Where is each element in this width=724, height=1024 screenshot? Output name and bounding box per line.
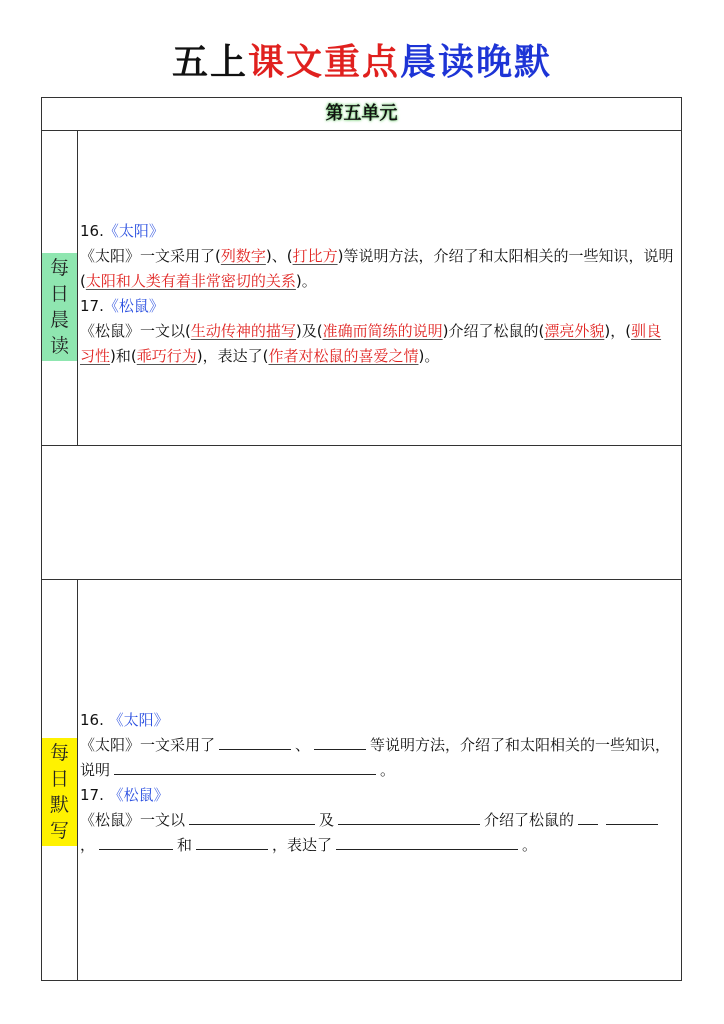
worksheet-table — [41, 97, 682, 981]
label-char: 读 — [49, 335, 69, 357]
label-char: 日 — [49, 283, 69, 305]
label-char: 写 — [49, 820, 69, 842]
answer: 生动传神的描写 — [190, 322, 296, 340]
answer: 准确而简练的说明 — [322, 322, 443, 340]
lesson-title-sun: 《太阳》 — [108, 711, 169, 729]
answer: 打比方 — [292, 247, 338, 265]
answer: 驯良习性 — [80, 322, 662, 365]
item-17-heading: 17.《松鼠》 — [80, 297, 164, 315]
answer: 漂亮外貌 — [544, 322, 605, 340]
answer: 乖巧行为 — [136, 347, 197, 365]
morning-reading-label — [42, 253, 77, 361]
fill-in-blank[interactable] — [338, 810, 480, 825]
lesson-title-sun: 《太阳》 — [103, 222, 164, 240]
answer: 列数字 — [220, 247, 266, 265]
item-17-text: 《松鼠》一文以(生动传神的描写)及(准确而简练的说明)介绍了松鼠的(漂亮外貌)，(驯良习性)和(乖巧行为)，表达了(作者对松鼠的喜爱之情)。 — [80, 322, 662, 365]
title-part-routine: 晨读晚默 — [400, 42, 553, 83]
fill-in-blank[interactable] — [314, 735, 366, 750]
item-16-text: 《太阳》一文采用了(列数字)、(打比方)等说明方法，介绍了和太阳相关的一些知识，说明(太阳和人类有着非常密切的关系)。 — [80, 247, 674, 290]
label-char: 晨 — [49, 309, 69, 331]
lesson-title-squirrel: 《松鼠》 — [103, 297, 164, 315]
item-17-text: 《松鼠》一文以 及 介绍了松鼠的， 和 ，表达了 。 — [80, 808, 675, 858]
fill-in-blank[interactable] — [606, 810, 658, 825]
label-char: 默 — [49, 794, 69, 816]
fill-in-blank[interactable] — [99, 835, 173, 850]
fill-in-blank[interactable] — [114, 760, 376, 775]
evening-dictation-section — [42, 580, 681, 980]
fill-in-blank[interactable] — [189, 810, 315, 825]
item-16-heading: 16.《太阳》 — [80, 222, 164, 240]
label-char: 日 — [49, 768, 69, 790]
fill-in-blank[interactable] — [336, 835, 518, 850]
label-char: 每 — [49, 742, 69, 764]
morning-reading-section — [42, 130, 681, 446]
item-16-heading: 16. 《太阳》 — [80, 711, 169, 729]
morning-reading-content — [80, 219, 675, 369]
blank-row — [42, 446, 681, 580]
label-char: 每 — [49, 257, 69, 279]
answer: 太阳和人类有着非常密切的关系 — [85, 272, 296, 290]
item-16-text: 《太阳》一文采用了 、 等说明方法，介绍了和太阳相关的一些知识，说明 。 — [80, 736, 671, 779]
morning-label-column — [42, 130, 78, 445]
unit-header: 第五单元 — [42, 98, 681, 131]
title-part-topic: 课文重点 — [247, 42, 400, 83]
answer: 作者对松鼠的喜爱之情 — [268, 347, 419, 365]
fill-in-blank[interactable] — [196, 835, 268, 850]
evening-label-column — [42, 580, 78, 980]
page-title — [0, 38, 724, 88]
title-part-grade: 五上 — [171, 42, 248, 83]
evening-dictation-content — [80, 708, 675, 858]
evening-dictation-label — [42, 738, 77, 846]
lesson-title-squirrel: 《松鼠》 — [108, 786, 169, 804]
item-17-heading: 17. 《松鼠》 — [80, 786, 169, 804]
fill-in-blank[interactable] — [219, 735, 291, 750]
fill-in-blank[interactable] — [578, 810, 598, 825]
